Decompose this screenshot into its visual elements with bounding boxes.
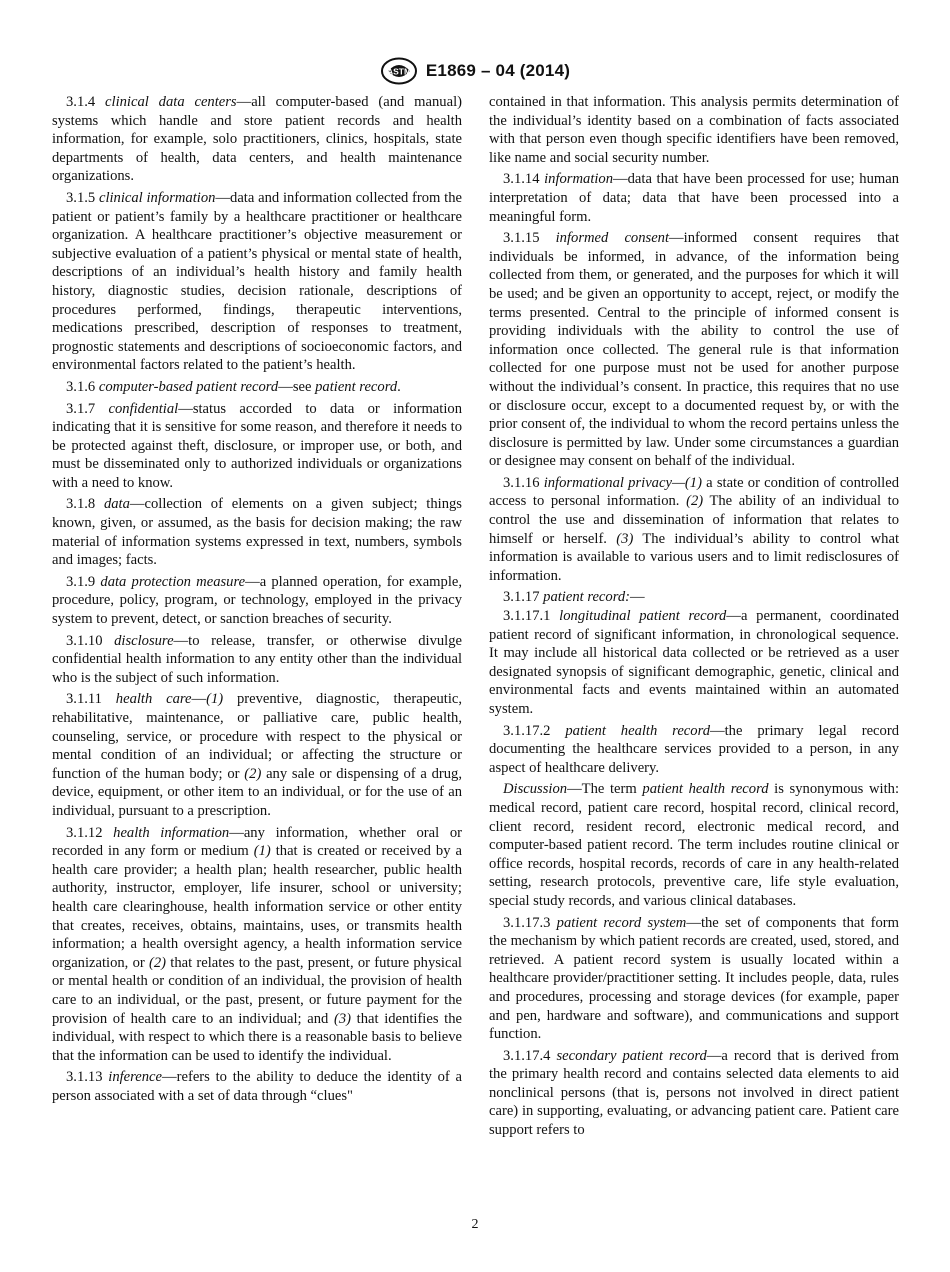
discussion-note: Discussion—The term patient health record is synonymous with: medical record, patient care record, hospital record, clinical record, client record, resident record, electronic medical record, and computer-based patient record. The term includes routine clinical or office records, hospital records, records of care in any health-related setting, research protocols, preventive care, life style evaluation, special study records, and various clinical databases. (489, 781, 899, 909)
definition-3-1-11: 3.1.11 health care—(1) preventive, diagnostic, therapeutic, rehabilitative, maintenance, or palliative care, public health, counseling, service, or procedure with respect to the physical or mental condition of an individual; or affecting the structure or function of the human body; or (2) any sale or dispensing of a drug, device, equipment, or other item to an individual, or for the use of an individual, pursuant to a prescription. (52, 691, 463, 819)
definition-3-1-9: 3.1.9 data protection measure—a planned operation, for example, procedure, policy, program, or technology, employed in the privacy system to prevent, detect, or sanction breaches of security. (52, 573, 463, 628)
definition-3-1-13-continuation: contained in that information. This analysis permits determination of the individual’s identity based on a combination of facts associated with that person even though specific identifiers have been removed, like name and social security number. (489, 94, 899, 166)
document-designation: E1869 – 04 (2014) (425, 61, 571, 80)
definition-3-1-17-2: 3.1.17.2 patient health record—the primary legal record documenting the healthcare services provided to a person, in any aspect of healthcare delivery. (489, 722, 899, 776)
definition-3-1-7: 3.1.7 confidential—status accorded to data or information indicating that it is sensitive for some reason, and therefore it needs to be protected against theft, disclosure, or improper use, or both, and must be disseminated only to authorized individuals or organizations with a need to know. (52, 400, 462, 491)
definition-3-1-17-1: 3.1.17.1 longitudinal patient record—a permanent, coordinated patient record of significant information, in chronological sequence. It may include all historical data collected or be retrieved as a user designated synopsis of significant demographic, genetic, clinical and environmental facts and events maintained within an automated system. (489, 608, 899, 717)
definition-3-1-17-4: 3.1.17.4 secondary patient record—a record that is derived from the primary health record and contains selected data elements to aid nonclinical persons (that is, persons not involved in direct patient care) in supporting, evaluating, or advancing patient care. Patient care support refers to (489, 1047, 899, 1139)
svg-text:ASTM: ASTM (386, 66, 411, 77)
page-number: 2 (471, 1217, 479, 1232)
definition-3-1-14: 3.1.14 information—data that have been processed for use; human interpretation of data; data that have been processed into a meaningful form. (489, 171, 899, 225)
page-header (0, 56, 950, 86)
astm-logo-icon (380, 57, 418, 85)
right-column (489, 93, 899, 1140)
definition-3-1-16: 3.1.16 informational privacy—(1) a state or condition of controlled access to personal information. (2) The ability of an individual to control the use and dissemination of information that relates to himself or herself. (3) The individual’s ability to control what information is available to various users and to limit redisclosures of information. (489, 474, 900, 584)
definition-3-1-6: 3.1.6 computer-based patient record—see patient record. (66, 378, 401, 395)
definition-3-1-17: 3.1.17 patient record:— (503, 589, 645, 606)
definition-3-1-5: 3.1.5 clinical information—data and information collected from the patient or patient’s family by a healthcare practitioner or healthcare organization. A healthcare practitioner’s objective measurement or subjective evaluation of a patient’s physical or mental state of health, descriptions of an individual’s health history and family health history, diagnostic studies, decision rationale, descriptions of procedures performed, findings, therapeutic interventions, medications prescribed, description of responses to treatment, prognostic statements and descriptions of socioeconomic factors, and environmental factors related to the patient’s health. (52, 189, 463, 374)
definition-3-1-15: 3.1.15 informed consent—informed consent requires that individuals be informed, in advance, of the information being collected from them, or generated, and the purposes for which it will be used; and be given an opportunity to accept, reject, or modify the terms presented. Central to the principle of informed consent is providing individuals with the ability to control the use of information once collected. The general rule is that information collected for one purpose must not be used for another purpose without the individual’s consent. In practice, this requires that no use or disclosure occur, except to a documented request by, or with the prior consent of, the individual to whom the record pertains unless the disclosure is permitted by law. Under some circumstances a guardian or designee may consent on behalf of the individual. (489, 230, 899, 470)
definition-3-1-8: 3.1.8 data—collection of elements on a given subject; things known, given, or assumed, as the basis for decision making; the raw material of information systems expressed in text, numbers, symbols and images; facts. (52, 496, 462, 569)
definition-3-1-17-3: 3.1.17.3 patient record system—the set of components that form the mechanism by which patient records are created, used, stored, and retrieved. A patient record system is usually located within a healthcare provider/practitioner setting. It includes people, data, rules and procedures, processing and storage devices (for example, paper and pen, hardware and software), and communications and support function. (489, 914, 900, 1043)
definition-3-1-12: 3.1.12 health information—any information, whether oral or recorded in any form or medium (1) that is created or received by a health care provider; a health plan; health researcher, public health authority, instructor, employer, life insurer, school or university; health care clearinghouse, health information service or other entity that creates, receives, obtains, maintains, uses, or transmits health information; a health oversight agency, a health information service organization, or (2) that relates to the past, present, or future physical or mental health or condition of an individual, the provision of health care to an individual, or the past, present, or future payment for the provision of health care to an individual; and (3) that identifies the individual, with respect to which there is a reasonable basis to believe that the information can be used to identify the individual. (52, 824, 463, 1064)
left-column (52, 93, 462, 1105)
definition-3-1-10: 3.1.10 disclosure—to release, transfer, or otherwise divulge confidential health information to any entity other than the individual who is the subject of such information. (52, 632, 462, 686)
definition-3-1-13: 3.1.13 inference—refers to the ability to deduce the identity of a person associated with a set of data through “clues" (52, 1069, 462, 1104)
definition-3-1-4: 3.1.4 clinical data centers—all computer-based (and manual) systems which handle and store patient records and health information, for example, solo practitioners, clinics, hospitals, state departments of health, data centers, and health maintenance organizations. (52, 94, 462, 185)
